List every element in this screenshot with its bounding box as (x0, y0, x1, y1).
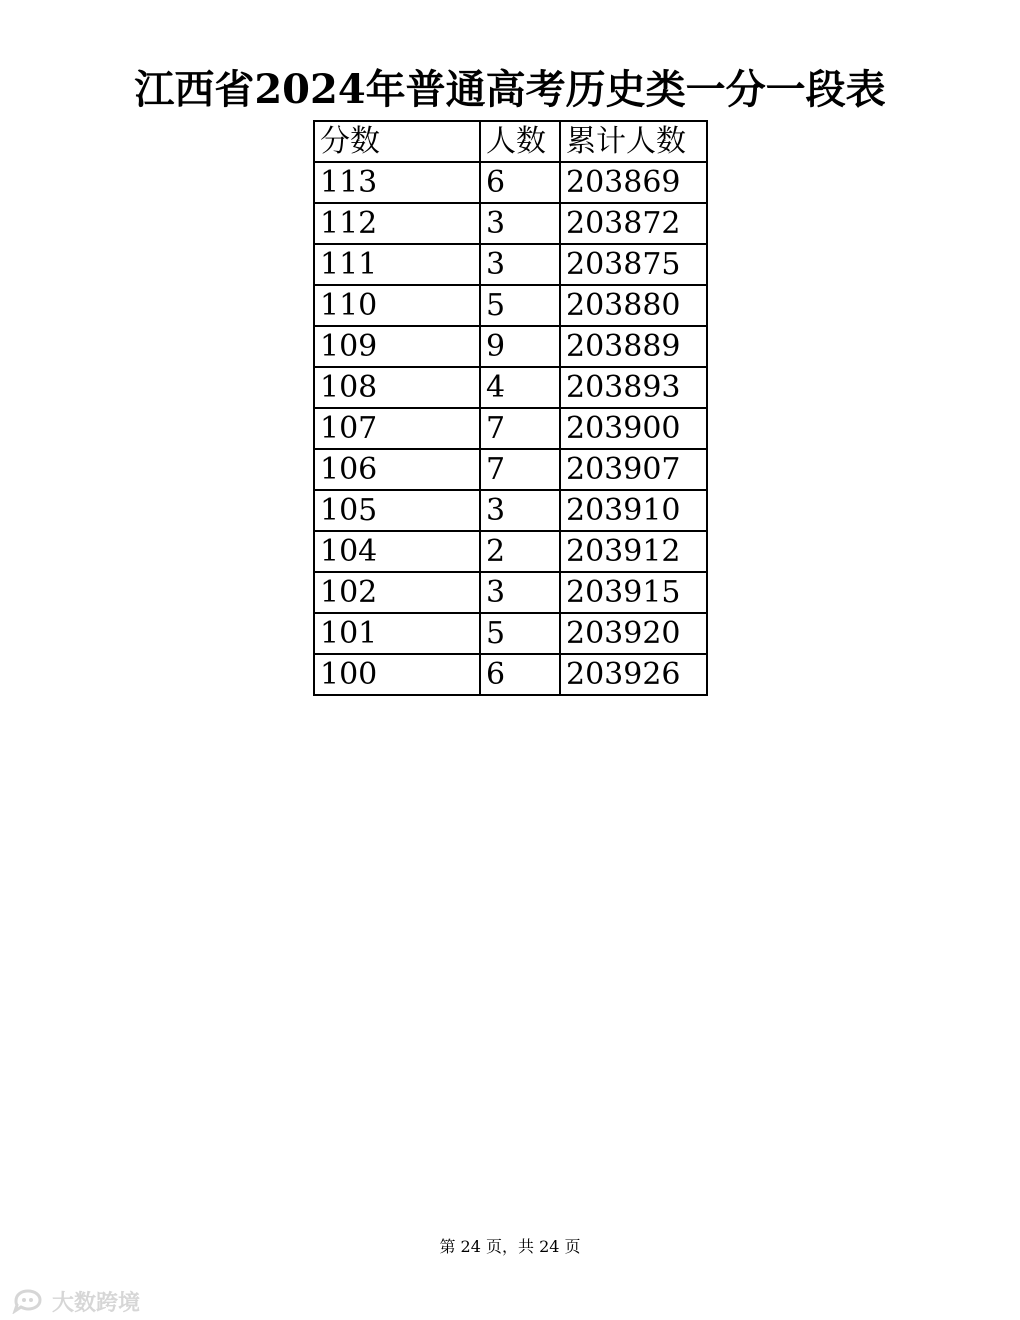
cumulative-cell: 203900 (560, 408, 707, 449)
table-row (314, 326, 707, 367)
table-row (314, 449, 707, 490)
score-cell: 105 (314, 490, 480, 531)
score-cell: 104 (314, 531, 480, 572)
cumulative-cell: 203915 (560, 572, 707, 613)
count-cell: 3 (480, 572, 560, 613)
table-row (314, 162, 707, 203)
header-cell-score: 分数 (314, 121, 480, 162)
cumulative-cell: 203869 (560, 162, 707, 203)
cumulative-cell: 203893 (560, 367, 707, 408)
count-cell: 3 (480, 244, 560, 285)
cumulative-cell: 203875 (560, 244, 707, 285)
table-row (314, 572, 707, 613)
table-row (314, 203, 707, 244)
table-row (314, 654, 707, 695)
count-cell: 2 (480, 531, 560, 572)
cumulative-cell: 203872 (560, 203, 707, 244)
score-cell: 107 (314, 408, 480, 449)
cumulative-cell: 203889 (560, 326, 707, 367)
table-row (314, 408, 707, 449)
count-cell: 6 (480, 162, 560, 203)
watermark (10, 1286, 140, 1316)
cumulative-cell: 203920 (560, 613, 707, 654)
cumulative-cell: 203910 (560, 490, 707, 531)
count-cell: 3 (480, 203, 560, 244)
chat-bubble-logo-icon (10, 1288, 46, 1314)
cumulative-cell: 203907 (560, 449, 707, 490)
watermark-text: 大数跨境 (52, 1290, 141, 1316)
header-cell-cumulative: 累计人数 (560, 121, 707, 162)
score-cell: 102 (314, 572, 480, 613)
count-cell: 4 (480, 367, 560, 408)
count-cell: 5 (480, 613, 560, 654)
score-cell: 110 (314, 285, 480, 326)
table-row (314, 367, 707, 408)
score-cell: 112 (314, 203, 480, 244)
score-cell: 101 (314, 613, 480, 654)
table-row (314, 244, 707, 285)
table-row (314, 285, 707, 326)
count-cell: 7 (480, 449, 560, 490)
score-cell: 109 (314, 326, 480, 367)
score-cell: 111 (314, 244, 480, 285)
score-cell: 106 (314, 449, 480, 490)
cumulative-cell: 203880 (560, 285, 707, 326)
count-cell: 3 (480, 490, 560, 531)
cumulative-cell: 203926 (560, 654, 707, 695)
table-row (314, 490, 707, 531)
count-cell: 6 (480, 654, 560, 695)
score-cell: 108 (314, 367, 480, 408)
score-cell: 113 (314, 162, 480, 203)
table-row (314, 613, 707, 654)
cumulative-cell: 203912 (560, 531, 707, 572)
page-footer: 第 24 页，共 24 页 (439, 1237, 581, 1256)
score-cell: 100 (314, 654, 480, 695)
table-row (314, 531, 707, 572)
page-title: 江西省2024年普通高考历史类一分一段表 (134, 66, 886, 113)
score-distribution-table (313, 120, 708, 696)
header-cell-count: 人数 (480, 121, 560, 162)
count-cell: 7 (480, 408, 560, 449)
count-cell: 5 (480, 285, 560, 326)
table-header-row (314, 121, 707, 162)
count-cell: 9 (480, 326, 560, 367)
